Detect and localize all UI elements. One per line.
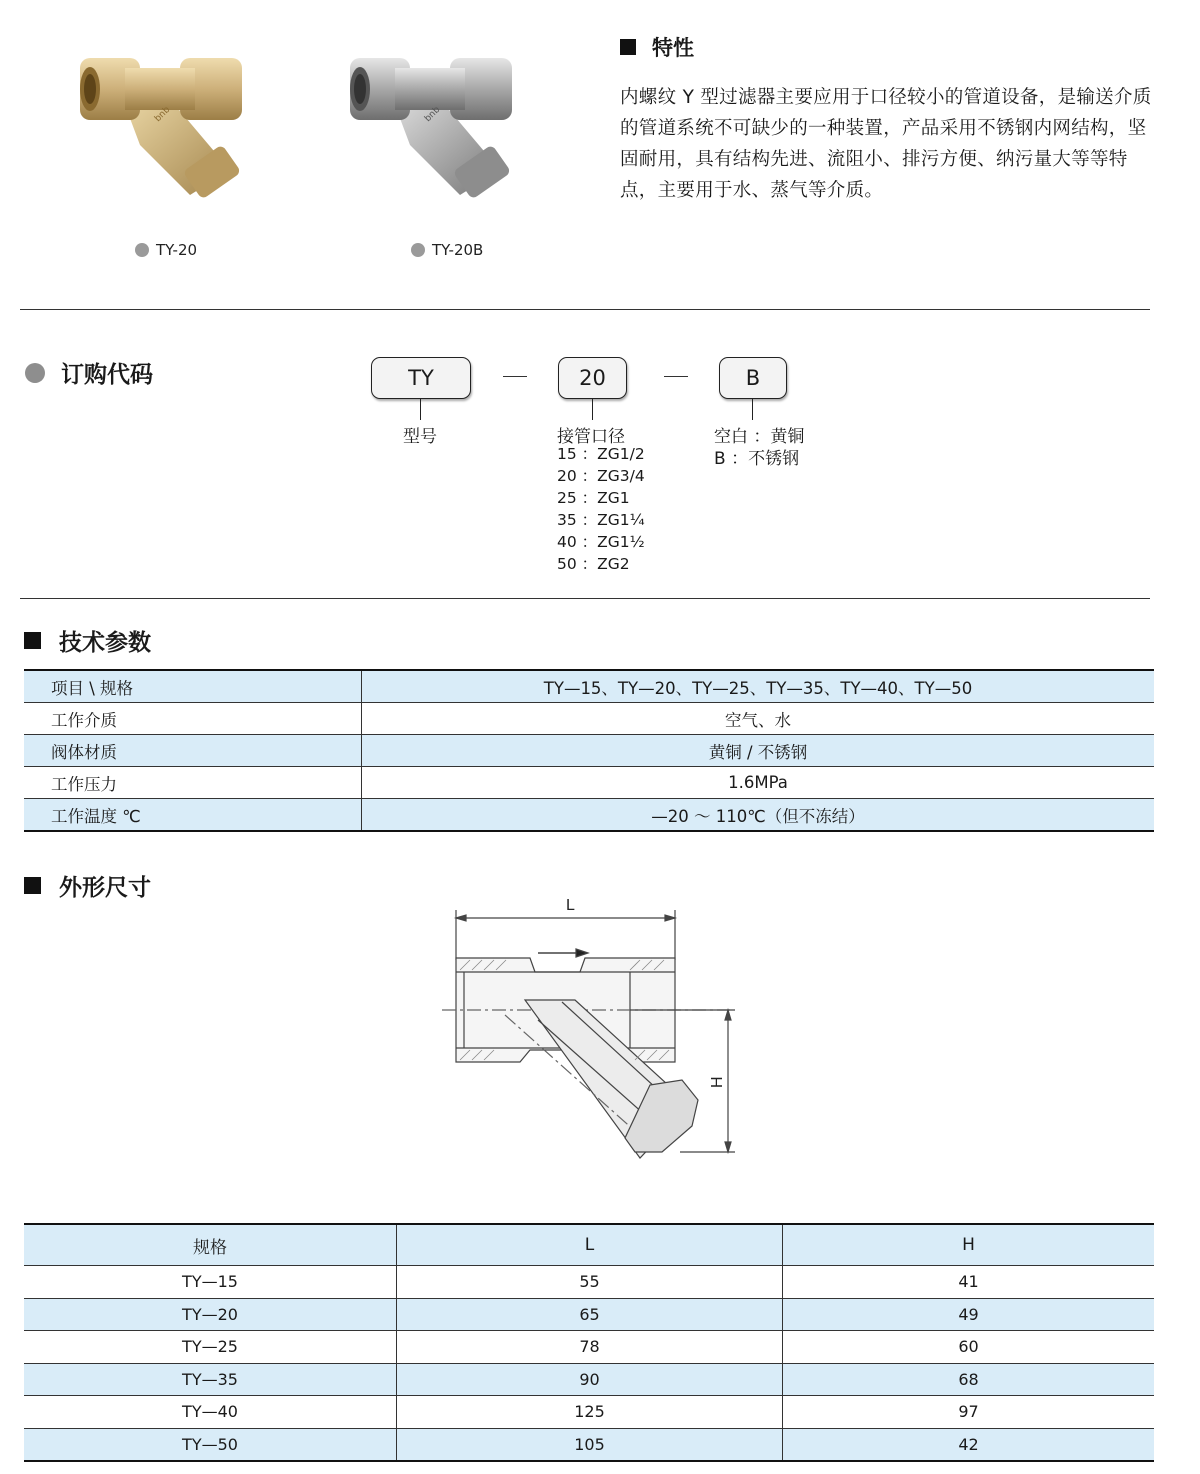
- material-option: B ：不锈钢: [714, 449, 800, 469]
- cell: 60: [783, 1331, 1155, 1364]
- cell: 65: [397, 1298, 783, 1331]
- code-pointer: [420, 398, 421, 420]
- code-box-material: B: [719, 357, 787, 399]
- cell: 42: [783, 1428, 1155, 1461]
- param-key: 项目 \ 规格: [24, 670, 362, 703]
- param-key: 阀体材质: [24, 735, 362, 767]
- cell: 105: [397, 1428, 783, 1461]
- param-key: 工作温度 ℃: [24, 799, 362, 832]
- param-value: —20 ～ 110℃（但不冻结）: [362, 799, 1155, 832]
- dimensions-heading: 外形尺寸: [24, 869, 151, 902]
- cell: TY—35: [24, 1363, 397, 1396]
- cell: TY—15: [24, 1266, 397, 1299]
- size-option: 50 ：ZG2: [557, 555, 630, 573]
- model-label: 型号: [403, 427, 437, 447]
- dimensions-table: [24, 1223, 1154, 1462]
- cell: TY—40: [24, 1396, 397, 1429]
- dimension-label-l: L: [566, 897, 575, 914]
- table-row: [24, 703, 1154, 735]
- svg-text:bnb: bnb: [153, 104, 173, 125]
- column-header: H: [783, 1224, 1155, 1266]
- divider: [20, 309, 1150, 310]
- code-box-size: 20: [558, 357, 627, 399]
- table-row: [24, 735, 1154, 767]
- dimension-drawing: [430, 890, 760, 1190]
- bullet-icon: [411, 243, 425, 257]
- product-caption-brass: TY-20: [135, 241, 197, 259]
- table-row: [24, 767, 1154, 799]
- code-box-model: TY: [371, 357, 471, 399]
- product-caption-stainless: TY-20B: [411, 241, 483, 259]
- code-separator: [503, 376, 527, 377]
- table-row: [24, 670, 1154, 703]
- code-pointer: [592, 398, 593, 420]
- table-row: [24, 1266, 1154, 1299]
- order-code-heading: 订购代码: [25, 356, 153, 389]
- tech-heading: 技术参数: [24, 624, 151, 657]
- size-label: 接管口径: [557, 427, 625, 447]
- cell: 55: [397, 1266, 783, 1299]
- param-value: TY—15、TY—20、TY—25、TY—35、TY—40、TY—50: [362, 670, 1155, 703]
- column-header: L: [397, 1224, 783, 1266]
- features-text: 内螺纹 Y 型过滤器主要应用于口径较小的管道设备，是输送介质的管道系统不可缺少的一种装置，产品采用不锈钢内网结构，坚固耐用，具有结构先进、流阻小、排污方便、纳污量大等等特点，主要用于水、蒸气等介质。: [620, 87, 1152, 201]
- param-value: 1.6MPa: [362, 767, 1155, 799]
- divider: [20, 598, 1150, 599]
- size-option: 40 ：ZG1½: [557, 533, 645, 551]
- cell: 97: [783, 1396, 1155, 1429]
- size-option: 20 ：ZG3/4: [557, 467, 645, 485]
- cell: 125: [397, 1396, 783, 1429]
- material-option: 空白 ：黄铜: [714, 427, 805, 447]
- square-bullet-icon: [24, 632, 41, 649]
- table-row: [24, 1363, 1154, 1396]
- brass-strainer-image: [70, 50, 250, 200]
- dimension-label-h: H: [709, 1076, 726, 1088]
- cell: 41: [783, 1266, 1155, 1299]
- param-key: 工作压力: [24, 767, 362, 799]
- table-row: [24, 799, 1154, 832]
- size-option: 25 ：ZG1: [557, 489, 630, 507]
- column-header: 规格: [24, 1224, 397, 1266]
- tech-table: [24, 669, 1154, 832]
- features-heading: 特性: [620, 32, 694, 62]
- table-row: [24, 1396, 1154, 1429]
- cell: 78: [397, 1331, 783, 1364]
- square-bullet-icon: [620, 39, 636, 55]
- param-key: 工作介质: [24, 703, 362, 735]
- table-row: [24, 1331, 1154, 1364]
- svg-text:bnb: bnb: [423, 104, 443, 125]
- table-row: [24, 1428, 1154, 1461]
- circle-bullet-icon: [25, 363, 45, 383]
- size-options: [557, 443, 645, 575]
- table-header-row: [24, 1224, 1154, 1266]
- param-value: 空气、水: [362, 703, 1155, 735]
- square-bullet-icon: [24, 877, 41, 894]
- param-value: 黄铜 / 不锈钢: [362, 735, 1155, 767]
- size-option: 35 ：ZG1¼: [557, 511, 645, 529]
- code-separator: [664, 376, 688, 377]
- table-row: [24, 1298, 1154, 1331]
- cell: 90: [397, 1363, 783, 1396]
- cell: TY—20: [24, 1298, 397, 1331]
- cell: 68: [783, 1363, 1155, 1396]
- cell: 49: [783, 1298, 1155, 1331]
- cell: TY—25: [24, 1331, 397, 1364]
- cell: TY—50: [24, 1428, 397, 1461]
- stainless-strainer-image: [340, 50, 520, 200]
- bullet-icon: [135, 243, 149, 257]
- size-option: 15 ：ZG1/2: [557, 445, 645, 463]
- code-pointer: [752, 398, 753, 420]
